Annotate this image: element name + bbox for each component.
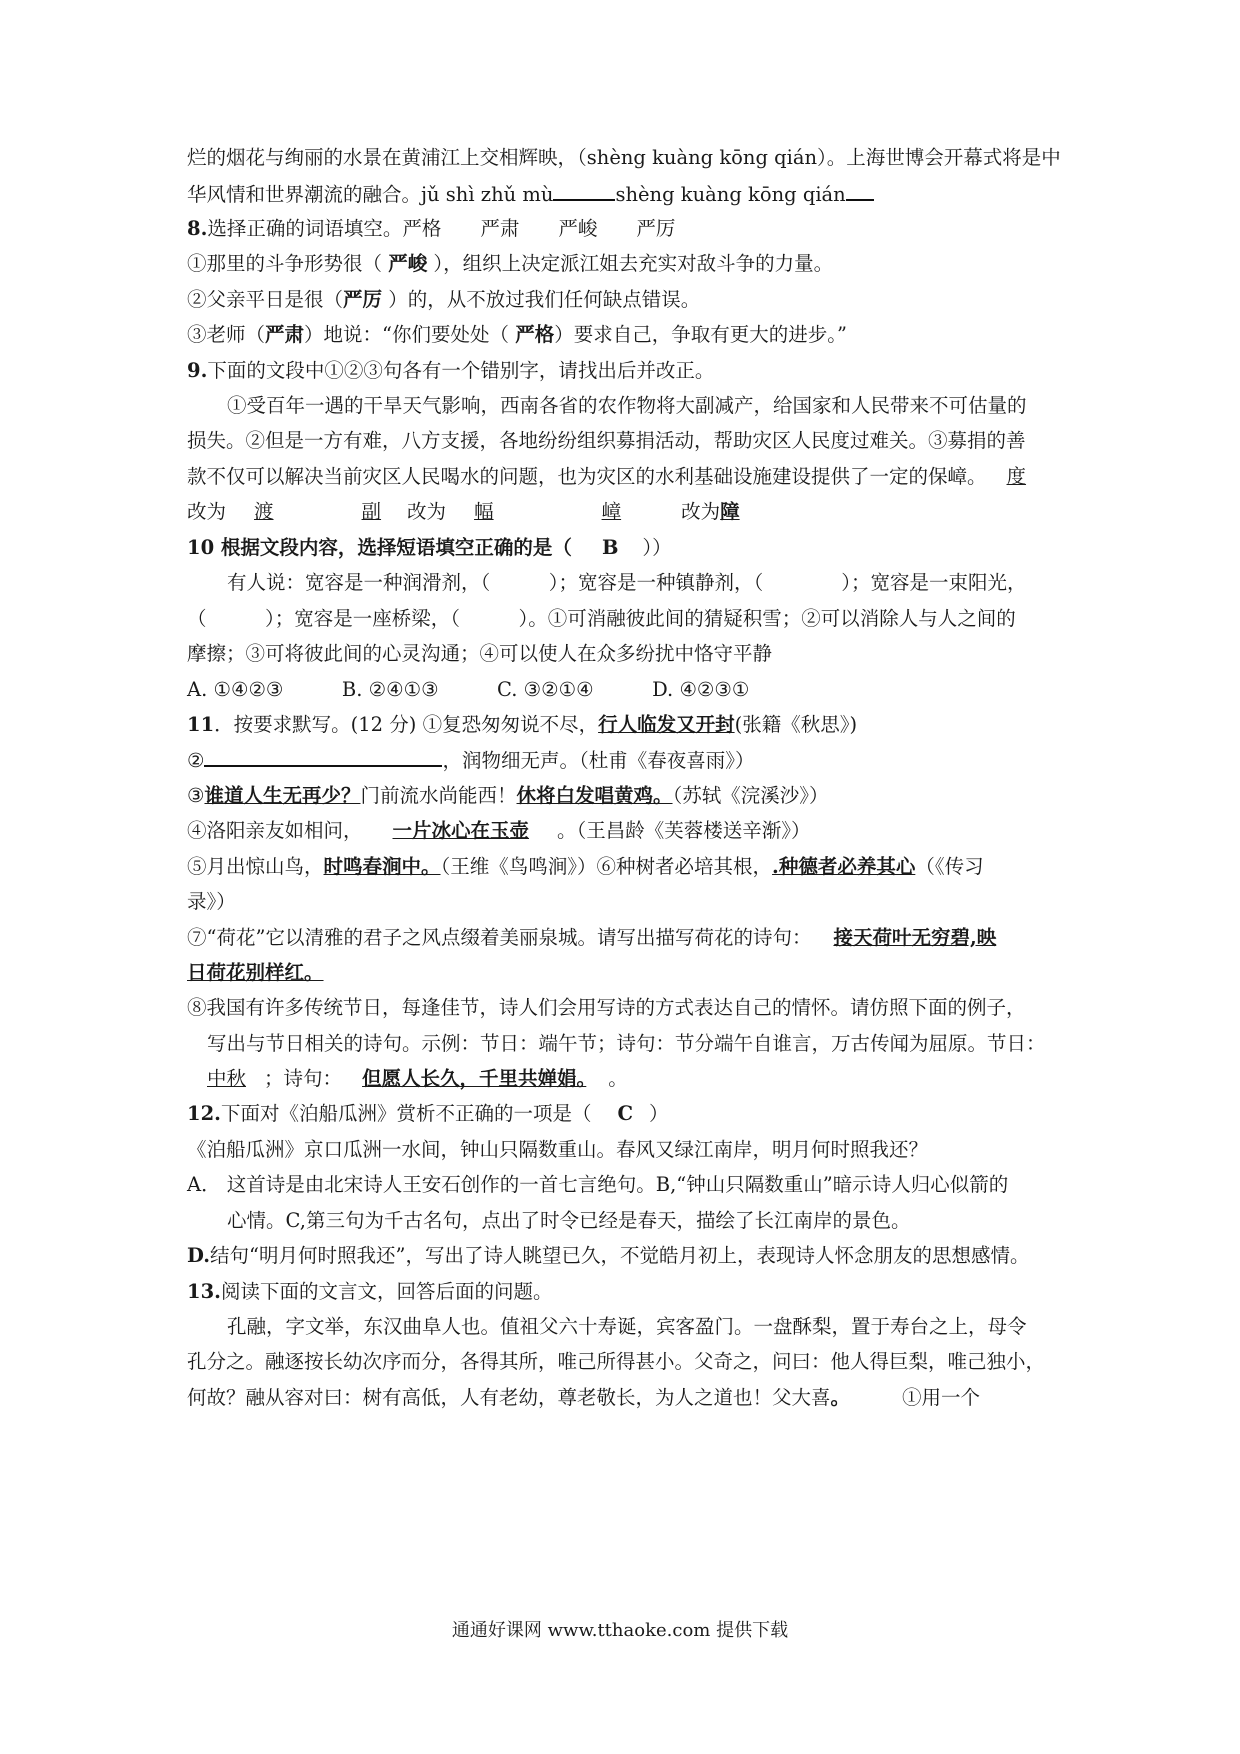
options: A. ①④②③ B. ②④①③ C. ③②①④ D. ④②③① xyxy=(187,678,750,701)
answer: 休将白发唱黄鸡。 xyxy=(516,784,673,807)
answer: 行人临发又开封 xyxy=(598,713,735,736)
answer: 严厉 xyxy=(343,288,383,311)
question-9-passage xyxy=(187,428,1127,454)
text: 。（王昌龄《芙蓉楼送辛渐》） xyxy=(557,819,811,842)
question-number: 8. xyxy=(187,217,208,240)
answer: 谁道人生无再少？ xyxy=(204,784,361,807)
question-11-item-7-cont xyxy=(187,960,1127,986)
text: 华风情和世界潮流的融合。jǔ shì zhǔ mù xyxy=(187,183,554,206)
question-10-passage xyxy=(187,606,1127,632)
answer: 严肃 xyxy=(265,323,305,346)
answer: 嶂 xyxy=(601,500,622,523)
answer: 但愿人长久，千里共婵娟。 xyxy=(362,1067,587,1090)
answer: 严格 xyxy=(515,323,555,346)
answer: C xyxy=(617,1102,633,1125)
text: 烂的烟花与绚丽的水景在黄浦江上交相辉映，（shèng kuàng kōng qián）。上海世博会开幕式将是中 xyxy=(187,146,1061,169)
question-11-title xyxy=(187,712,1127,738)
pinyin-line xyxy=(187,181,1127,208)
question-text: 下面的文段中①②③句各有一个错别字，请找出后并改正。 xyxy=(207,359,715,382)
text: （《传习 xyxy=(915,855,984,878)
question-12-option-ab xyxy=(187,1172,1127,1198)
question-10-options xyxy=(187,677,1127,703)
text: 改为 xyxy=(681,500,721,523)
text: （王维《鸟鸣涧》）⑥种树者必培其根， xyxy=(440,855,773,878)
question-10-passage xyxy=(187,641,1127,667)
question-8-item-1 xyxy=(187,251,1127,277)
text: ③老师（ xyxy=(187,323,266,346)
text: 《泊船瓜洲》京口瓜洲一水间，钟山只隔数重山。春风又绿江南岸，明月何时照我还？ xyxy=(187,1138,929,1161)
text: 款不仅可以解决当前灾区人民喝水的问题，也为灾区的水利基础设施建设提供了一定的保嶂。 xyxy=(187,465,987,488)
question-number: 11 xyxy=(187,713,215,736)
answer: 一片冰心在玉壶 xyxy=(392,819,530,842)
text: 有人说：宽容是一种润滑剂，（ ）；宽容是一种镇静剂，（ ）；宽容是一束阳光， xyxy=(227,571,1027,594)
answer: 接天荷叶无穷碧,映 xyxy=(833,926,997,949)
question-11-item-5-cont xyxy=(187,889,1127,915)
question-9-passage xyxy=(227,393,1167,419)
option: 结句“明月何时照我还”，写出了诗人眺望已久，不觉皓月初上，表现诗人怀念朋友的思想感情。 xyxy=(210,1244,1030,1267)
answer: 度 xyxy=(1006,465,1027,488)
question-12-option-d xyxy=(187,1243,1127,1269)
text: ③ xyxy=(187,784,205,807)
question-number: 13. xyxy=(187,1280,221,1303)
answer: .种德者必养其心 xyxy=(772,855,916,878)
question-8-item-2 xyxy=(187,287,1127,313)
text: ⑧我国有许多传统节日，每逢佳节，诗人们会用写诗的方式表达自己的情怀。请仿照下面的例子， xyxy=(187,996,1026,1019)
question-text: 10 根据文段内容，选择短语填空正确的是（ xyxy=(187,536,572,559)
question-11-item-4 xyxy=(187,818,1127,844)
text: ⑦“荷花”它以清雅的君子之风点缀着美丽泉城。请写出描写荷花的诗句： xyxy=(187,926,812,949)
answer: 中秋 xyxy=(207,1067,247,1090)
question-12-title xyxy=(187,1101,1127,1127)
text: shèng kuàng kōng qián xyxy=(615,183,846,206)
question-text: ．按要求默写。(12 分) ①复恐匆匆说不尽， xyxy=(214,713,599,736)
passage-line xyxy=(187,145,1127,171)
text: 摩擦；③可将彼此间的心灵沟通；④可以使人在众多纷扰中恪守平静 xyxy=(187,642,773,665)
question-13-passage xyxy=(187,1385,1127,1411)
text: (张籍《秋思》) xyxy=(734,713,858,736)
text: ，润物细无声。（杜甫《春夜喜雨》） xyxy=(442,749,755,772)
question-10-passage xyxy=(227,570,1167,596)
answer-blank[interactable] xyxy=(204,747,442,767)
question-text: 选择正确的词语填空。严格 严肃 严峻 严厉 xyxy=(207,217,676,240)
question-9-answers xyxy=(187,499,1127,525)
text: ②父亲平日是很（ xyxy=(187,288,344,311)
question-11-item-2 xyxy=(187,747,1127,774)
question-12-poem xyxy=(187,1137,1127,1163)
text: ② xyxy=(187,749,205,772)
question-13-title xyxy=(187,1279,1127,1305)
text: ①受百年一遇的干旱天气影响，西南各省的农作物将大副减产，给国家和人民带来不可估量的 xyxy=(227,394,1027,417)
text: 。 xyxy=(830,1386,851,1409)
question-text: 下面对《泊船瓜洲》赏析不正确的一项是（ xyxy=(220,1102,592,1125)
question-12-option-c xyxy=(227,1208,1167,1234)
option: B,“钟山只隔数重山”暗示诗人归心似箭的 xyxy=(655,1173,1009,1196)
answer: 日荷花别样红。 xyxy=(187,961,324,984)
text: ；诗句： xyxy=(264,1067,343,1090)
question-number: 9. xyxy=(187,359,208,382)
text: （苏轼《浣溪沙》） xyxy=(672,784,829,807)
text: ）地说：“你们要处处（ xyxy=(304,323,516,346)
text: （ ）；宽容是一座桥梁，（ ）。①可消融彼此间的猜疑积雪；②可以消除人与人之间的 xyxy=(187,607,1016,630)
text: 门前流水尚能西！ xyxy=(360,784,517,807)
text: 改为 xyxy=(407,500,447,523)
text: 孔融，字文举，东汉曲阜人也。值祖父六十寿诞，宾客盈门。一盘酥梨，置于寿台之上，母令 xyxy=(227,1315,1027,1338)
text: 改为 xyxy=(187,500,227,523)
question-text: 阅读下面的文言文，回答后面的问题。 xyxy=(220,1280,553,1303)
answer: 严峻 xyxy=(388,252,428,275)
text: 。 xyxy=(608,1067,628,1090)
question-13-passage xyxy=(187,1349,1127,1375)
text: ①用一个 xyxy=(902,1386,981,1409)
question-10-title xyxy=(187,535,1127,561)
text: ⑤月出惊山鸟， xyxy=(187,855,324,878)
question-11-item-8-cont xyxy=(207,1031,1147,1057)
question-9-title xyxy=(187,358,1127,384)
text: ）） xyxy=(642,536,672,559)
text: ）要求自己，争取有更大的进步。” xyxy=(554,323,847,346)
option-label: D. xyxy=(187,1244,211,1267)
text: 损失。②但是一方有难，八方支援，各地纷纷组织募捐活动，帮助灾区人民度过难关。③募捐的善 xyxy=(187,429,1026,452)
text: ），组织上决定派江姐去充实对敌斗争的力量。 xyxy=(427,252,834,275)
text: 孔分之。融逐按长幼次序而分，各得其所，唯己所得甚小。父奇之，问曰：他人得巨梨，唯己独小， xyxy=(187,1350,1046,1373)
question-8-title xyxy=(187,216,1127,242)
text: ） xyxy=(648,1102,669,1125)
answer-blank[interactable] xyxy=(553,181,615,201)
text: 心情。 xyxy=(227,1209,286,1232)
question-11-item-7 xyxy=(187,925,1127,951)
question-8-item-3 xyxy=(187,322,1127,348)
text: 何故？融从容对曰：树有高低，人有老幼，尊老敬长，为人之道也！父大喜 xyxy=(187,1386,831,1409)
answer: 幅 xyxy=(474,500,494,523)
question-11-item-3 xyxy=(187,783,1127,809)
question-11-item-5 xyxy=(187,854,1127,880)
answer: 障 xyxy=(720,500,740,523)
answer-blank[interactable] xyxy=(846,181,874,201)
answer: 渡 xyxy=(254,500,274,523)
answer: 副 xyxy=(361,500,382,523)
option: A． 这首诗是由北宋诗人王安石创作的一首七言绝句。 xyxy=(187,1173,656,1196)
text: ①那里的斗争形势很（ xyxy=(187,252,389,275)
text: 录》） xyxy=(187,890,236,913)
answer: B xyxy=(601,536,619,559)
page-footer: 通通好课网 www.tthaoke.com 提供下载 xyxy=(451,1620,789,1641)
answer: 时鸣春涧中。 xyxy=(323,855,441,878)
question-number: 12. xyxy=(187,1102,221,1125)
question-11-item-8 xyxy=(187,995,1127,1021)
text: ）的，从不放过我们任何缺点错误。 xyxy=(382,288,701,311)
text: ④洛阳亲友如相问， xyxy=(187,819,363,842)
question-13-passage xyxy=(227,1314,1167,1340)
option: C,第三句为千古名句，点出了时令已经是春天，描绘了长江南岸的景色。 xyxy=(285,1209,911,1232)
question-9-passage xyxy=(187,464,1127,490)
text: 写出与节日相关的诗句。示例：节日：端午节；诗句：节分端午自谁言，万古传闻为屈原。节日： xyxy=(207,1032,1046,1055)
question-11-item-8-answer xyxy=(207,1066,1147,1092)
